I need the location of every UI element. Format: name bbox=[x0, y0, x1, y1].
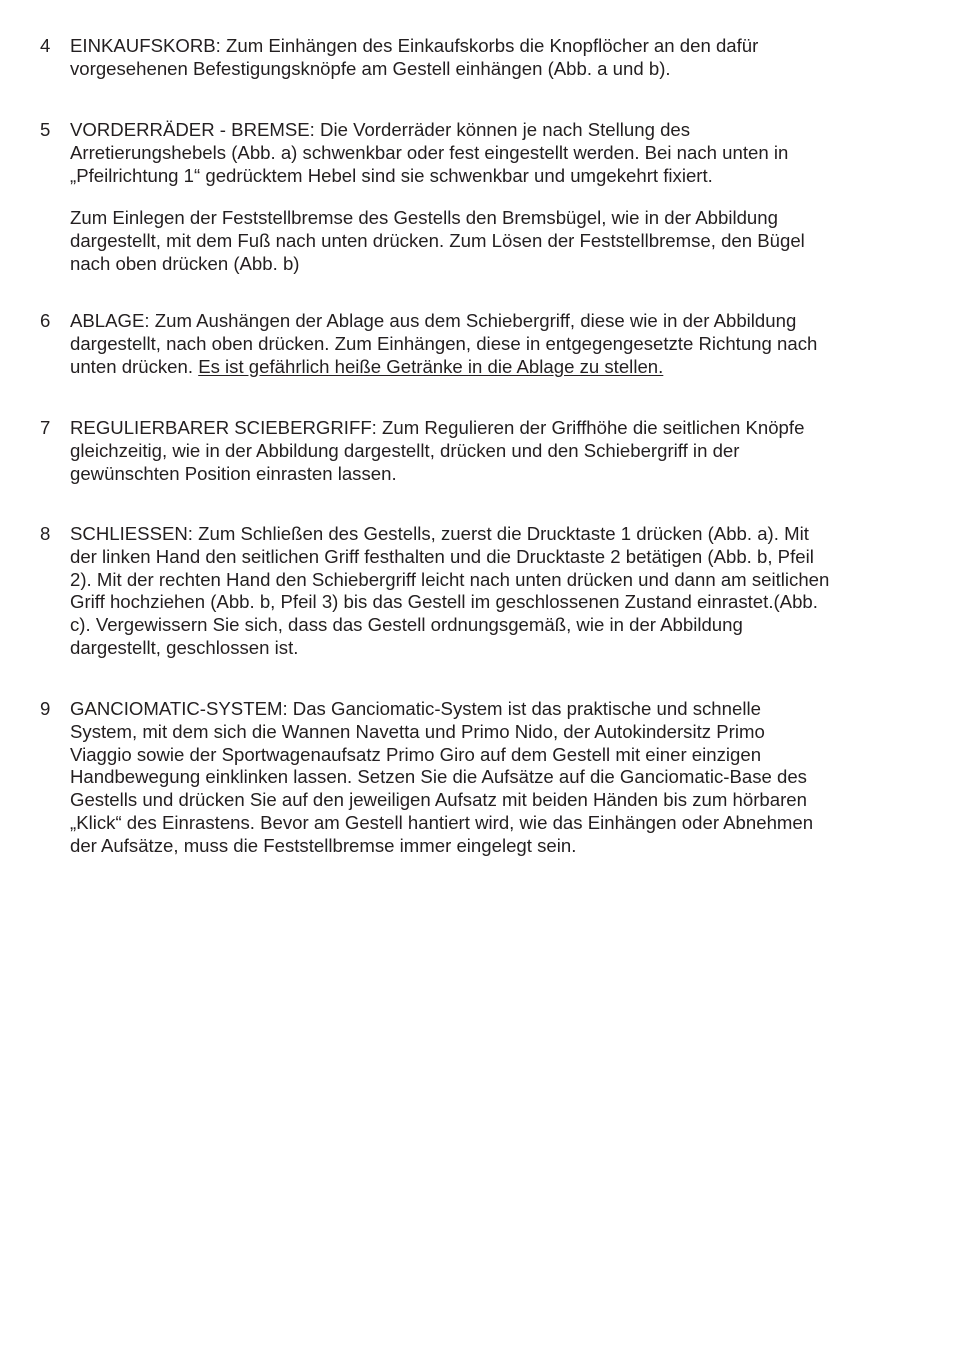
text-line: 2). Mit der rechten Hand den Schiebergriff leicht nach unten drücken und dann am seitlichen bbox=[70, 568, 830, 590]
section-number: 6 bbox=[40, 310, 51, 331]
text-line: Viaggio sowie der Sportwagenaufsatz Primo Giro auf dem Gestell mit einer einzigen bbox=[70, 743, 762, 765]
section-number: 8 bbox=[40, 523, 51, 544]
section-7 bbox=[40, 417, 930, 485]
section-number: 5 bbox=[40, 119, 51, 140]
text-line: nach oben drücken (Abb. b) bbox=[70, 252, 300, 274]
section-paragraph bbox=[70, 119, 930, 187]
text-line: Handbewegung einklinken lassen. Setzen Sie die Aufsätze auf die Ganciomatic-Base des bbox=[70, 766, 807, 788]
section-paragraph-2 bbox=[70, 207, 930, 275]
text-line: dargestellt, mit dem Fuß nach unten drücken. Zum Lösen der Feststellbremse, den Bügel bbox=[70, 230, 805, 252]
section-paragraph bbox=[70, 523, 930, 660]
text-line: SCHLIESSEN: Zum Schließen des Gestells, zuerst die Drucktaste 1 drücken (Abb. a). Mit bbox=[70, 523, 809, 544]
text-line: der linken Hand den seitlichen Griff festhalten und die Drucktaste 2 betätigen (Abb. b, Pfeil bbox=[70, 545, 814, 567]
text-line: der Aufsätze, muss die Feststellbremse immer eingelegt sein. bbox=[70, 834, 577, 856]
section-5 bbox=[40, 119, 930, 276]
text-line: dargestellt, geschlossen ist. bbox=[70, 636, 299, 658]
section-6 bbox=[40, 310, 930, 378]
section-paragraph bbox=[70, 417, 930, 485]
text-line: Gestells und drücken Sie auf den jeweiligen Aufsatz mit beiden Händen bis zum hörbaren bbox=[70, 789, 807, 811]
text-line: gewünschten Position einrasten lassen. bbox=[70, 462, 397, 484]
section-8 bbox=[40, 523, 930, 660]
text-line: „Klick“ des Einrastens. Bevor am Gestell hantiert wird, wie das Einhängen oder Abnehmen bbox=[70, 811, 814, 833]
safety-warning: Es ist gefährlich heiße Getränke in die Ablage zu stellen. bbox=[198, 355, 664, 377]
text-line: Zum Einlegen der Feststellbremse des Gestells den Bremsbügel, wie in der Abbildung bbox=[70, 207, 778, 229]
section-paragraph bbox=[70, 35, 930, 81]
text-line: gleichzeitig, wie in der Abbildung dargestellt, drücken und den Schiebergriff in der bbox=[70, 439, 740, 461]
section-paragraph bbox=[70, 698, 930, 858]
text-line: VORDERRÄDER - BREMSE: Die Vorderräder können je nach Stellung des bbox=[70, 119, 691, 140]
text-line: EINKAUFSKORB: Zum Einhängen des Einkaufskorbs die Knopflöcher an den dafür bbox=[70, 35, 759, 56]
text-line: ABLAGE: Zum Aushängen der Ablage aus dem Schiebergriff, diese wie in der Abbildung bbox=[70, 310, 797, 331]
text-fragment: unten drücken. bbox=[70, 355, 199, 377]
text-line: System, mit dem sich die Wannen Navetta und Primo Nido, der Autokindersitz Primo bbox=[70, 720, 765, 742]
text-line: GANCIOMATIC-SYSTEM: Das Ganciomatic-System ist das praktische und schnelle bbox=[70, 698, 761, 719]
text-line bbox=[70, 356, 930, 379]
text-line: dargestellt, nach oben drücken. Zum Einhängen, diese in entgegengesetzte Richtung nach bbox=[70, 332, 818, 354]
text-line: vorgesehenen Befestigungsknöpfe am Gestell einhängen (Abb. a und b). bbox=[70, 57, 671, 79]
text-line: Griff hochziehen (Abb. b, Pfeil 3) bis das Gestell im geschlossenen Zustand einrastet.(Abb. bbox=[70, 591, 818, 613]
section-number: 4 bbox=[40, 35, 51, 56]
section-paragraph bbox=[70, 310, 930, 378]
section-number: 7 bbox=[40, 417, 51, 438]
section-4 bbox=[40, 35, 930, 81]
section-9 bbox=[40, 698, 930, 858]
text-line: „Pfeilrichtung 1“ gedrücktem Hebel sind sie schwenkbar und umgekehrt fixiert. bbox=[70, 164, 713, 186]
text-line: Arretierungshebels (Abb. a) schwenkbar oder fest eingestellt werden. Bei nach unten in bbox=[70, 141, 789, 163]
text-line: c). Vergewissern Sie sich, dass das Gestell ordnungsgemäß, wie in der Abbildung bbox=[70, 614, 743, 636]
section-number: 9 bbox=[40, 698, 51, 719]
text-line: REGULIERBARER SCIEBERGRIFF: Zum Regulieren der Griffhöhe die seitlichen Knöpfe bbox=[70, 417, 805, 438]
